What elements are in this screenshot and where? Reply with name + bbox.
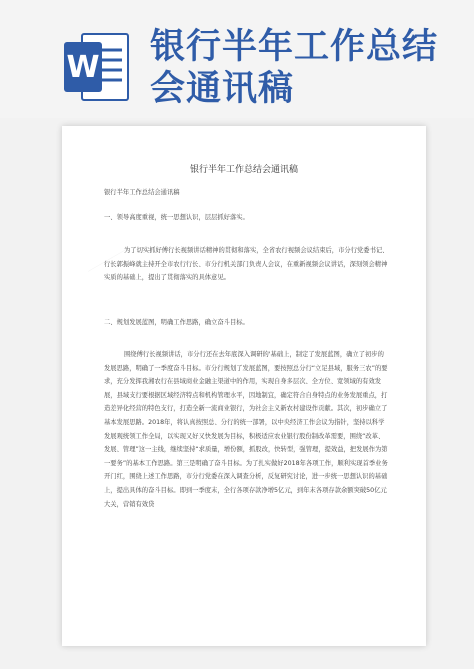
paragraph-heading: 银行半年工作总结会通讯稿 bbox=[104, 189, 180, 196]
word-document-icon bbox=[64, 30, 130, 104]
watermark-decoration: ＿＿＿＿ bbox=[81, 236, 131, 273]
paragraph-section-2: 二、规划发展蓝图，明确工作思路，确立奋斗目标。 bbox=[104, 319, 249, 326]
banner-title-line-1: 银行半年工作总结 bbox=[150, 27, 439, 67]
paragraph-body-1: 为了切实抓好傅行长视频讲话精神的贯彻和落实，全省农行视频会议结束后，市分行党委书记、行长郭振峰就主持开全市农行行长、市分行机关部门负责人会议，在重新视频会议讲话，深刻领会精神实质的基础上，提出了贯彻落实的具体意见。 bbox=[104, 247, 389, 282]
banner-title-line-2: 会通讯稿 bbox=[150, 69, 295, 109]
banner-title bbox=[150, 26, 465, 110]
document-title: 银行半年工作总结会通讯稿 bbox=[189, 165, 298, 175]
banner-header bbox=[0, 0, 474, 118]
paragraph-body-2: 围绕傅行长视频讲话，市分行还在去年底深入调研的'基础上，制定了发展蓝图，确立了初步的发展思路，明确了一季度奋斗目标。市分行规划了发展蓝图，要按照总分行“立足县域，服务三农”的要求，充分发挥我湘农行在县域商业金融主渠道中的作用，实现自身多层次、全方位、宽领域的有效发展，县域支行要根据区域经济特点和机构管理水平，因地制宜，确定符合自身特点的业务发展重点，打造差异化经营的特色支行，打造全新一流商业银行，为社会主义新农村建设作贡献。其次，初步确立了基本发展思路。2018年，将认真按照总、分行的统一部署，以中央经济工作会议为指针，坚持以科学发展观统领工作全局，以实现又好又快发展为目标，积极适应农业银行股份制改革需要，围绕“改革、发展、管理”这一主线，继续坚持“求质量，增份额，抓股改，快转型，强管理，提效益，把发展作为第一要务”的基本工作思路。第三是明确了奋斗目标。为了扎实做好2018年各项工作，顺利实现首季业务开门红，围绕上述工作思路，市分行党委在深入调查分析，反复研究讨论，进一步统一思想认识的基础上，提出具体的奋斗目标。即到一季度末，全行各项存款净增5亿元，到年末各项存款余额突破50亿元大关，营销有效贷 bbox=[104, 351, 388, 508]
document-page bbox=[62, 126, 426, 646]
watermark-decoration: ＿＿＿＿ bbox=[281, 416, 331, 453]
paragraph-section-1: 一、领导高度重视，统一思想认识，层层抓好落实。 bbox=[104, 214, 249, 221]
word-logo-letter: W bbox=[66, 50, 100, 85]
